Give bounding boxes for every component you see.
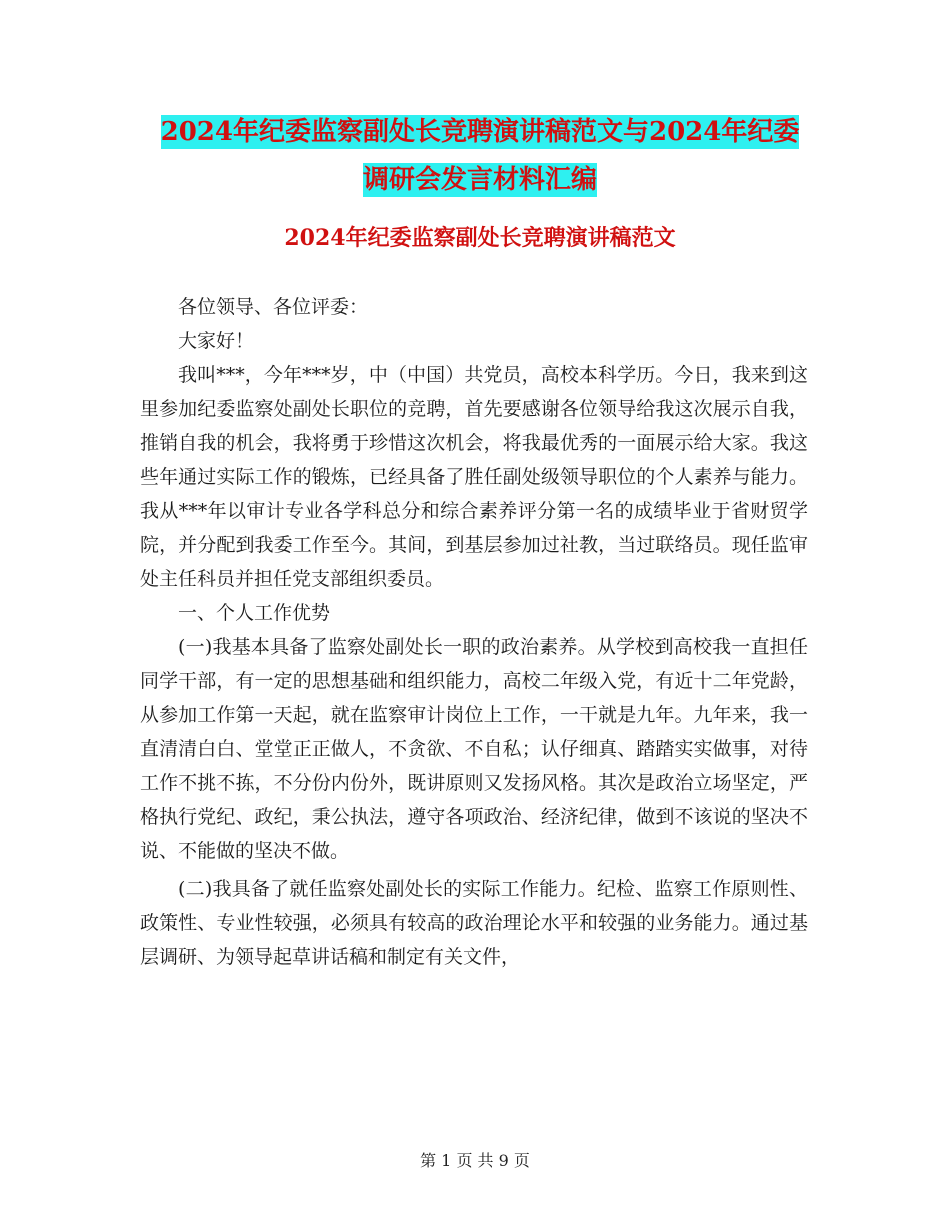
document-title bbox=[140, 108, 820, 204]
document-title-line-2: 调研会发言材料汇编 bbox=[362, 165, 597, 195]
paragraph-political-quality: (一)我基本具备了监察处副处长一职的政治素养。从学校到高校我一直担任同学干部，有一定的思想基础和组织能力，高校二年级入党，有近十二年党龄，从参加工作第一天起，就在监察审计岗位上工作，一干就是九年。九年来，我一直清清白白、堂堂正正做人，不贪欲、不自私；认仔细真、踏踏实实做事，对待工作不挑不拣，不分份内份外，既讲原则又发扬风格。其次是政治立场坚定，严格执行党纪、政纪，秉公执法，遵守各项政治、经济纪律，做到不该说的坚决不说、不能做的坚决不做。 bbox=[140, 636, 808, 862]
page-number: 第 1 页 共 9 页 bbox=[420, 1151, 530, 1170]
heading-personal-strengths: 一、个人工作优势 bbox=[178, 602, 331, 624]
paragraph-introduction: 我叫***，今年***岁，中（中国）共党员，高校本科学历。今日，我来到这里参加纪委监察处副处长职位的竞聘，首先要感谢各位领导给我这次展示自我，推销自我的机会，我将勇于珍惜这次机会，将我最优秀的一面展示给大家。我这些年通过实际工作的锻炼，已经具备了胜任副处级领导职位的个人素养与能力。我从***年以审计专业各学科总分和综合素养评分第一名的成绩毕业于省财贸学院，并分配到我委工作至今。其间，到基层参加过社教，当过联络员。现任监审处主任科员并担任党支部组织委员。 bbox=[140, 364, 808, 590]
greeting: 大家好！ bbox=[178, 330, 255, 352]
document-body bbox=[140, 290, 808, 974]
salutation: 各位领导、各位评委： bbox=[178, 296, 369, 318]
section-title: 2024年纪委监察副处长竞聘演讲稿范文 bbox=[284, 225, 676, 251]
document-title-line-1: 2024年纪委监察副处长竞聘演讲稿范文与2024年纪委 bbox=[160, 117, 800, 147]
paragraph-work-ability: (二)我具备了就任监察处副处长的实际工作能力。纪检、监察工作原则性、政策性、专业性较强，必须具有较高的政治理论水平和较强的业务能力。通过基层调研、为领导起草讲话稿和制定有关文件， bbox=[140, 878, 808, 968]
